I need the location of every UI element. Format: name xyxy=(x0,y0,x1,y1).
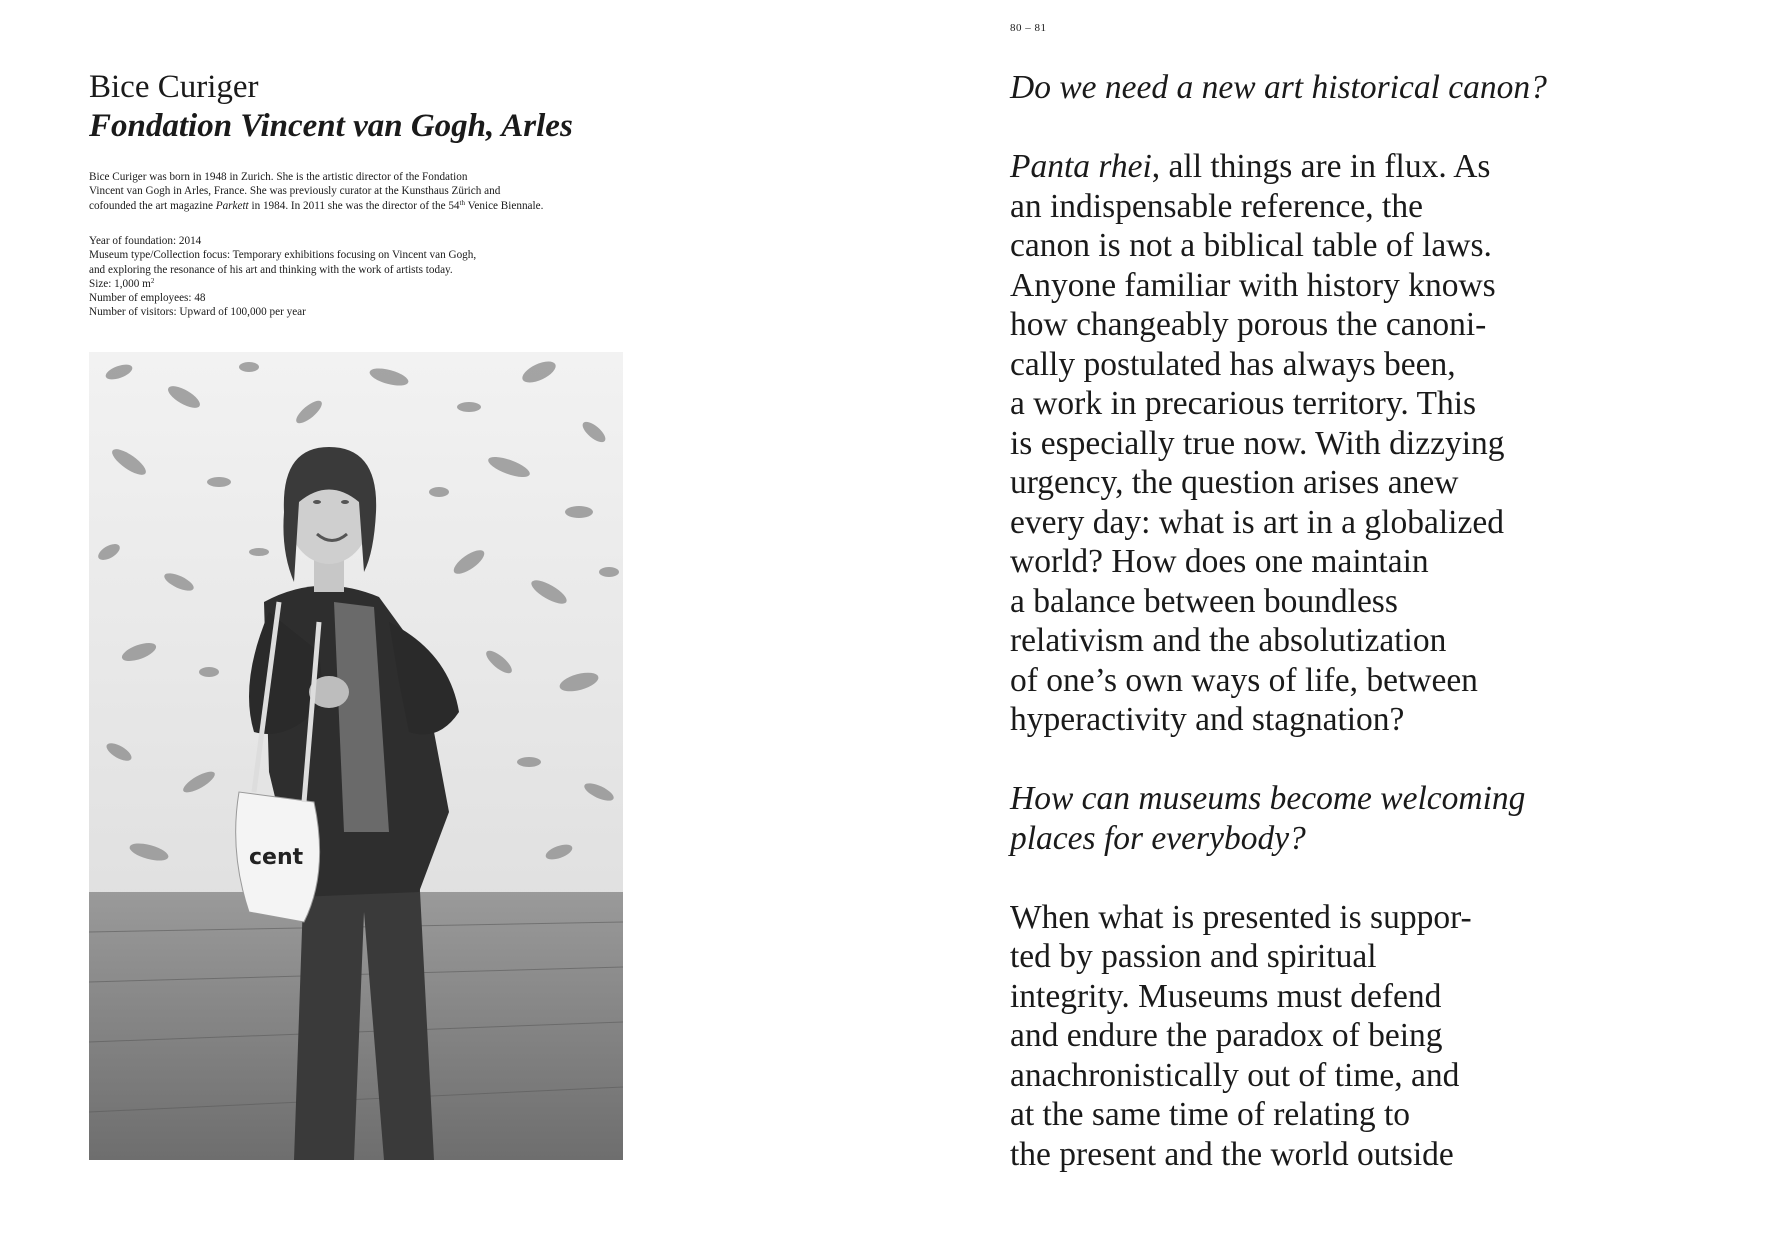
bio-line: Vincent van Gogh in Arles, France. She was previously curator at the Kunsthaus Zürich and xyxy=(89,185,501,198)
fact-employees: Number of employees: 48 xyxy=(89,292,206,305)
magazine-title: Parkett xyxy=(215,199,249,212)
question-1 xyxy=(1010,68,1730,108)
fact-foundation: Year of foundation: 2014 xyxy=(89,235,202,247)
square-suffix: 2 xyxy=(150,276,155,285)
profile-institution: Fondation Vincent van Gogh, Arles xyxy=(89,108,573,144)
answer-line: ted by passion and spiritual xyxy=(1010,938,1377,975)
fact-type: Museum type/Collection focus: Temporary exhibitions focusing on Vincent van Gogh, xyxy=(89,249,477,262)
answer-line: is especially true now. With dizzying xyxy=(1010,424,1505,462)
answer-line: of one’s own ways of life, between xyxy=(1010,661,1478,699)
bio-text: Venice Biennale. xyxy=(464,199,544,212)
answer-line: a balance between boundless xyxy=(1010,582,1398,620)
bio-paragraph xyxy=(89,170,649,213)
answer-line: an indispensable reference, the xyxy=(1010,187,1423,225)
portrait-photo xyxy=(89,352,623,1160)
answer-line xyxy=(1010,147,1730,187)
answer-line: anachronistically out of time, and xyxy=(1010,1056,1460,1094)
fact-size xyxy=(89,277,649,291)
bio-text: cofounded the art magazine xyxy=(89,199,216,212)
fact-type-cont: and exploring the resonance of his art and thinking with the work of artists today. xyxy=(89,263,453,276)
page-number: 80 – 81 xyxy=(1010,22,1047,34)
answer-line: every day: what is art in a globalized xyxy=(1010,503,1504,541)
question-2-line: How can museums become welcoming xyxy=(1010,780,1526,817)
answer-line: Anyone familiar with history knows xyxy=(1010,266,1496,304)
answer-line: how changeably porous the canoni- xyxy=(1010,306,1487,343)
fact-visitors: Number of visitors: Upward of 100,000 per year xyxy=(89,306,306,319)
interview xyxy=(1010,68,1730,1174)
bio-line xyxy=(89,199,649,213)
question-2 xyxy=(1010,779,1730,858)
portrait-illustration xyxy=(89,352,623,1160)
question-2-line: places for everybody? xyxy=(1010,819,1306,857)
answer-2 xyxy=(1010,898,1730,1175)
answer-line: and endure the paradox of being xyxy=(1010,1017,1443,1054)
answer-line: a work in precarious territory. This xyxy=(1010,385,1477,422)
answer-line: the present and the world outside xyxy=(1010,1135,1454,1173)
answer-line: integrity. Museums must defend xyxy=(1010,977,1442,1015)
answer-1 xyxy=(1010,147,1730,740)
answer-line: canon is not a biblical table of laws. xyxy=(1010,227,1492,264)
bio-line: Bice Curiger was born in 1948 in Zurich. She is the artistic director of the Fondation xyxy=(89,171,468,183)
answer-line: cally postulated has always been, xyxy=(1010,345,1456,383)
ordinal-suffix: th xyxy=(459,198,465,207)
profile-name: Bice Curiger xyxy=(89,69,259,105)
answer-text: , all things are in flux. As xyxy=(1151,148,1491,185)
answer-line: urgency, the question arises anew xyxy=(1010,464,1459,501)
fact-size-text: Size: 1,000 m xyxy=(89,277,151,290)
answer-line: hyperactivity and stagnation? xyxy=(1010,701,1405,738)
answer-line: When what is presented is suppor- xyxy=(1010,898,1472,936)
question-1-text: Do we need a new art historical canon? xyxy=(1010,69,1547,106)
answer-line: relativism and the absolutization xyxy=(1010,622,1447,659)
bag-print-text: cent xyxy=(249,845,304,870)
museum-facts xyxy=(89,234,649,320)
answer-lead-phrase: Panta rhei xyxy=(1010,148,1152,185)
answer-line: at the same time of relating to xyxy=(1010,1096,1411,1133)
answer-line: world? How does one maintain xyxy=(1010,543,1429,580)
bio-text: in 1984. In 2011 she was the director of the 54 xyxy=(248,199,460,212)
